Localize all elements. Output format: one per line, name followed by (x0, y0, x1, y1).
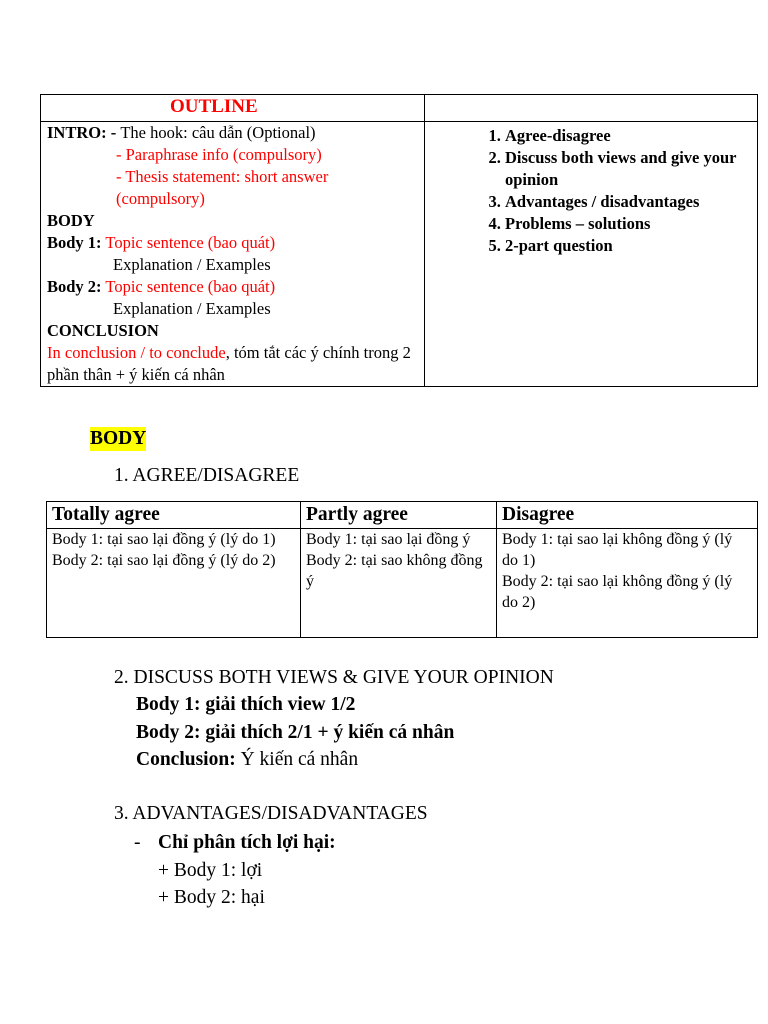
conclusion-rest: , tóm tắt các ý chính trong 2 phần thân + ý kiến cá nhân (47, 343, 411, 384)
advantages-heading: 3. ADVANTAGES/DISADVANTAGES (114, 803, 428, 824)
conclusion-phrase: In conclusion / to conclude (47, 343, 226, 362)
advantages-subheading-line (134, 829, 336, 857)
intro-sep: : - (101, 123, 121, 142)
outline-header-empty-cell (425, 95, 758, 122)
intro-thesis: - Thesis statement: short answer (compulsory) (116, 167, 329, 208)
body2-topic: Topic sentence (bao quát) (101, 277, 276, 296)
cell-line: Body 1: tại sao lại đồng ý (lý do 1) (52, 531, 276, 548)
column-header-totally-agree: Totally agree (47, 502, 301, 529)
column-header-partly-agree: Partly agree (301, 502, 497, 529)
discuss-conclusion-line (136, 746, 454, 774)
body1-explanation: Explanation / Examples (113, 255, 271, 274)
cell-line: Body 2: tại sao không đồng ý (306, 552, 483, 590)
body2-explanation: Explanation / Examples (113, 299, 271, 318)
essay-types-list (431, 125, 751, 257)
intro-hook: The hook: câu dẫn (Optional) (120, 123, 316, 142)
conclusion-line (47, 342, 418, 386)
essay-type-item: 4. Problems – solutions (505, 213, 751, 235)
body2-line (47, 276, 418, 298)
intro-line (47, 122, 418, 144)
advantages-subheading: Chỉ phân tích lợi hại: (158, 832, 336, 853)
body1-line (47, 232, 418, 254)
body-label: BODY (47, 211, 95, 230)
body2-label: Body 2: (47, 277, 102, 296)
advantages-body (134, 829, 336, 912)
outline-header-cell (41, 95, 425, 122)
outline-structure-cell (41, 122, 425, 387)
body-section-heading: BODY (90, 428, 147, 449)
intro-label: INTRO (47, 123, 102, 142)
advantages-item: + Body 1: lợi (158, 859, 263, 881)
discuss-conclusion-label: Conclusion: (136, 749, 236, 770)
discuss-body2-line: Body 2: giải thích 2/1 + ý kiến cá nhân (136, 721, 455, 743)
dash-bullet: - (134, 832, 141, 853)
conclusion-label: CONCLUSION (47, 321, 159, 340)
discuss-views-body (136, 691, 454, 774)
discuss-views-heading: 2. DISCUSS BOTH VIEWS & GIVE YOUR OPINION (114, 667, 554, 688)
totally-agree-cell (47, 529, 301, 638)
agree-disagree-table (46, 501, 758, 638)
cell-line: Body 2: tại sao lại đồng ý (lý do 2) (52, 552, 276, 569)
outline-title: OUTLINE (170, 96, 258, 117)
discuss-body1-line: Body 1: giải thích view 1/2 (136, 694, 356, 715)
column-header-disagree: Disagree (497, 502, 758, 529)
advantages-item: + Body 2: hại (158, 887, 265, 908)
essay-type-item: 3. Advantages / disadvantages (505, 191, 751, 213)
body1-topic: Topic sentence (bao quát) (101, 233, 276, 252)
essay-type-item: 1. Agree-disagree (505, 125, 751, 147)
essay-type-item: 5. 2-part question (505, 235, 751, 257)
partly-agree-cell (301, 529, 497, 638)
agree-disagree-heading: 1. AGREE/DISAGREE (114, 465, 300, 486)
disagree-cell (497, 529, 758, 638)
essay-type-item: 2. Discuss both views and give your opinion (505, 147, 751, 191)
essay-types-cell (425, 122, 758, 387)
discuss-conclusion-text: Ý kiến cá nhân (235, 749, 359, 770)
body1-label: Body 1: (47, 233, 102, 252)
outline-table (40, 94, 758, 387)
cell-line: Body 1: tại sao lại đồng ý (306, 531, 471, 548)
cell-line: Body 2: tại sao lại không đồng ý (lý do 2) (502, 573, 733, 611)
cell-line: Body 1: tại sao lại không đồng ý (lý do 1) (502, 531, 733, 569)
intro-paraphrase: - Paraphrase info (compulsory) (116, 145, 322, 164)
